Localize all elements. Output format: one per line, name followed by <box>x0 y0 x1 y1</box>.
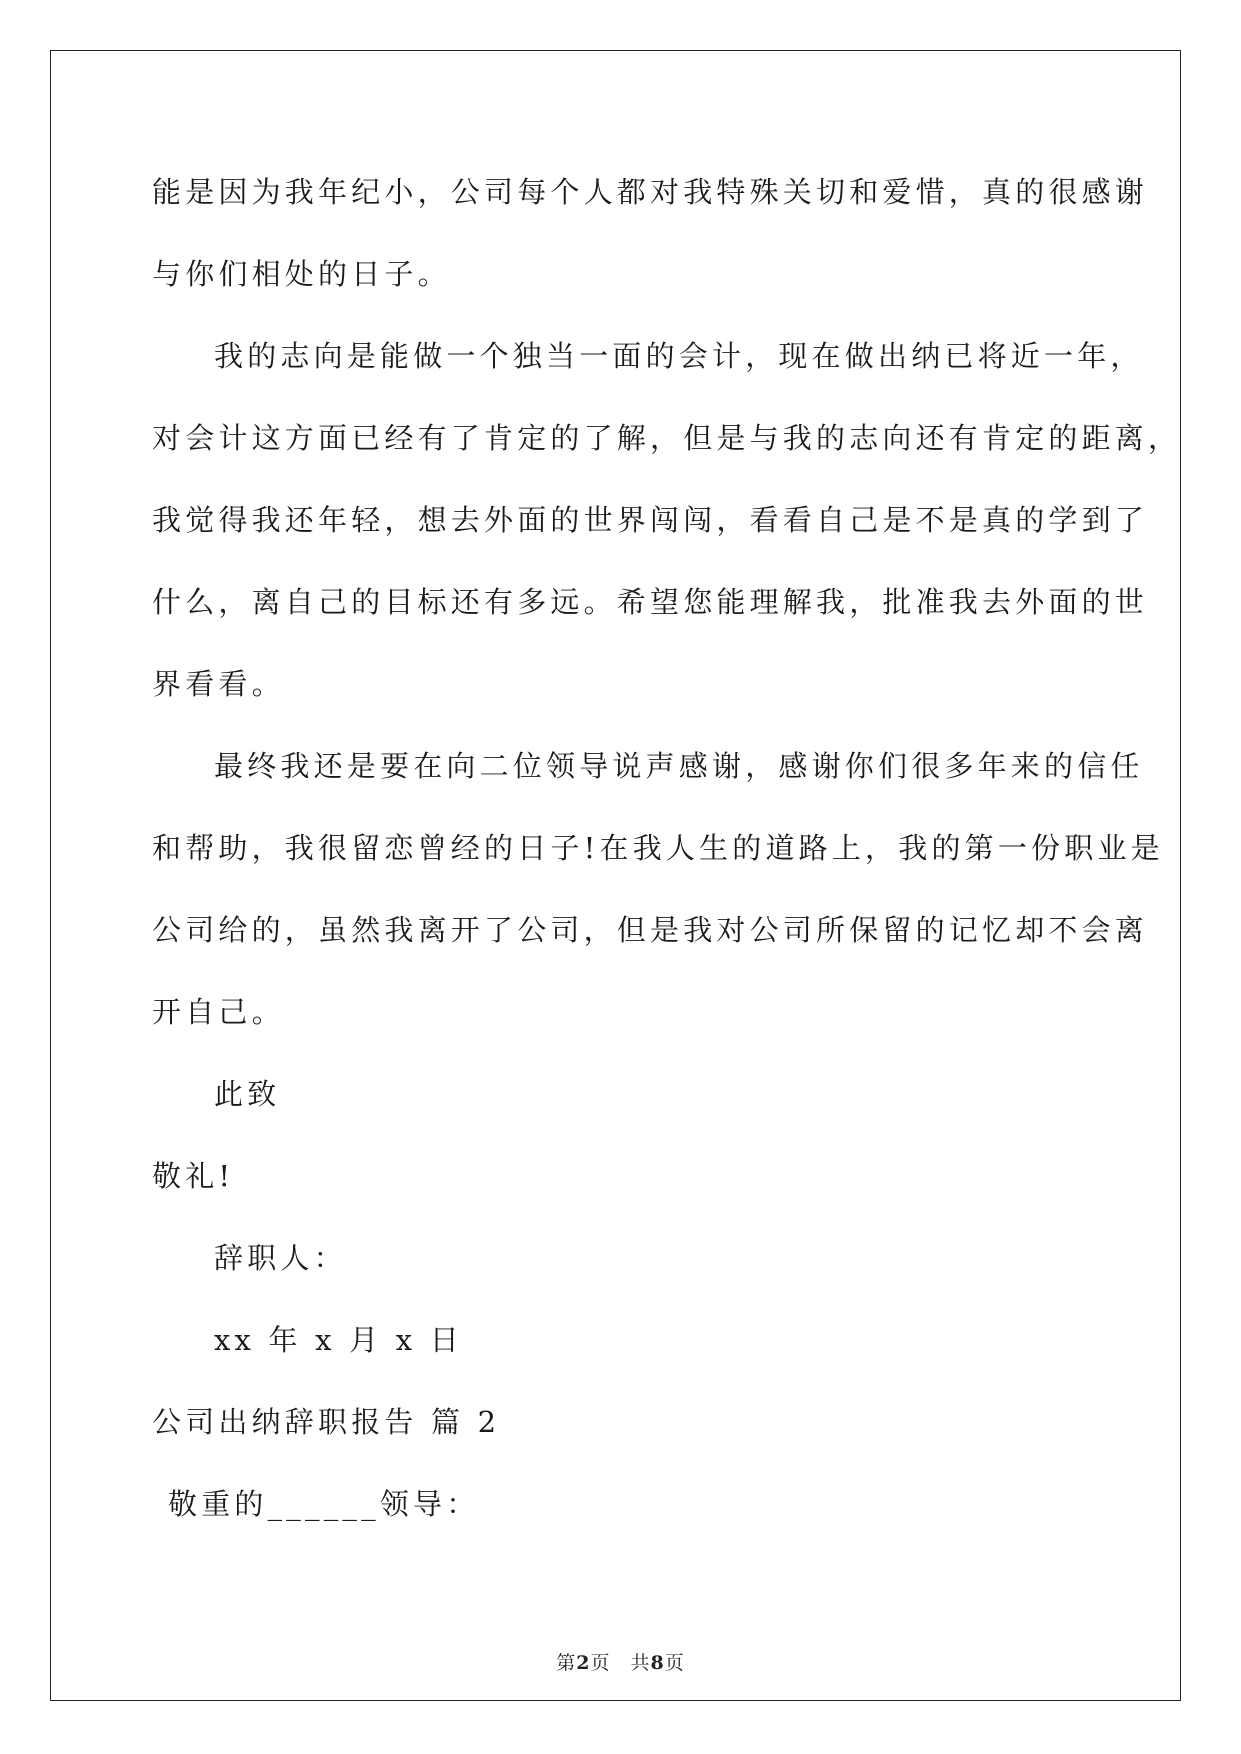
footer-page-number: 2 <box>576 1652 591 1674</box>
signer-label: 辞职人： <box>214 1241 347 1275</box>
closing-regards: 敬礼! <box>152 1159 235 1193</box>
paragraph-3-line-1: 最终我还是要在向二位领导说声感谢，感谢你们很多年来的信任 <box>214 749 1144 783</box>
footer-page-mid: 页 共 <box>590 1652 651 1674</box>
paragraph-2-line-1: 我的志向是能做一个独当一面的会计，现在做出纳已将近一年， <box>214 339 1144 373</box>
document-body <box>152 162 1182 1556</box>
page-footer <box>0 1648 1241 1675</box>
footer-total-pages: 8 <box>650 1652 665 1674</box>
footer-page-suffix: 页 <box>664 1652 685 1674</box>
greeting: 敬重的______领导： <box>168 1487 480 1521</box>
paragraph-2-line-4: 什么，离自己的目标还有多远。希望您能理解我，批准我去外面的世 <box>152 585 1149 619</box>
footer-page-prefix: 第 <box>556 1652 577 1674</box>
signature-date: xx 年 x 月 x 日 <box>214 1323 463 1357</box>
paragraph-2-line-2: 对会计这方面已经有了肯定的了解，但是与我的志向还有肯定的距离， <box>152 421 1182 455</box>
paragraph-2-line-5: 界看看。 <box>152 667 285 701</box>
paragraph-3-line-3: 公司给的，虽然我离开了公司，但是我对公司所保留的记忆却不会离 <box>152 913 1149 947</box>
paragraph-3-line-4: 开自己。 <box>152 995 285 1029</box>
section-title: 公司出纳辞职报告 篇 2 <box>152 1405 501 1439</box>
paragraph-1-line-1: 能是因为我年纪小，公司每个人都对我特殊关切和爱惜，真的很感谢 <box>152 175 1149 209</box>
closing-salutation: 此致 <box>214 1077 281 1111</box>
paragraph-2-line-3: 我觉得我还年轻，想去外面的世界闯闯，看看自己是不是真的学到了 <box>152 503 1149 537</box>
paragraph-1-line-2: 与你们相处的日子。 <box>152 257 451 291</box>
paragraph-3-line-2: 和帮助，我很留恋曾经的日子!在我人生的道路上，我的第一份职业是 <box>152 831 1164 865</box>
